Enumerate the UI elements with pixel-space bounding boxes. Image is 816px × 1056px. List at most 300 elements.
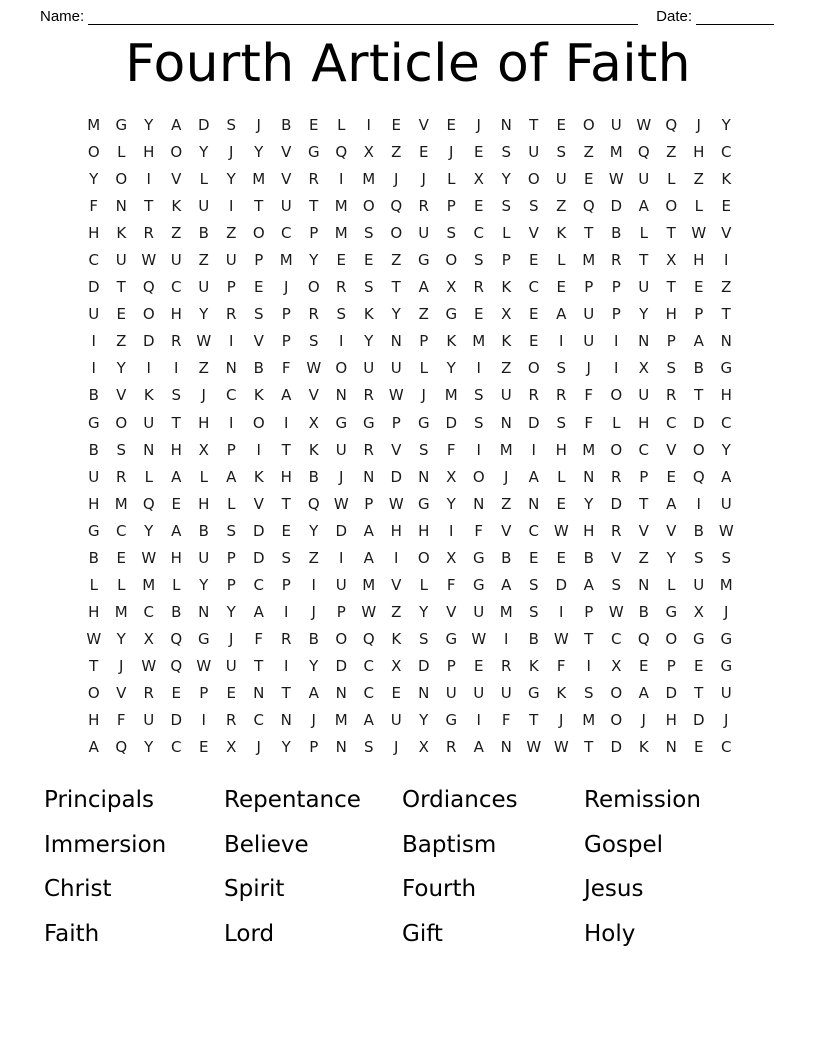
grid-letter: Q [637, 629, 650, 648]
grid-letter: X [143, 629, 154, 648]
word-list-item[interactable]: Spirit [224, 876, 285, 902]
grid-letter: V [171, 170, 182, 189]
grid-letter: B [171, 602, 182, 621]
grid-letter: Z [418, 305, 429, 324]
grid-letter: B [693, 359, 704, 378]
grid-letter: B [308, 629, 319, 648]
grid-letter: I [449, 521, 454, 540]
grid-letter: M [472, 332, 486, 351]
grid-letter: G [335, 413, 348, 432]
grid-letter: H [665, 711, 677, 730]
grid-letter: Y [419, 711, 429, 730]
grid-letter: S [556, 143, 567, 162]
grid-letter: X [363, 143, 374, 162]
grid-letter: U [583, 332, 595, 351]
grid-letter: L [667, 575, 676, 594]
grid-letter: R [666, 386, 677, 405]
grid-letter: B [198, 224, 209, 243]
grid-letter: F [116, 711, 126, 730]
grid-letter: E [694, 278, 704, 297]
grid-letter: S [446, 224, 457, 243]
grid-letter: S [171, 386, 182, 405]
grid-letter: M [334, 224, 348, 243]
grid-letter: S [528, 602, 539, 621]
grid-letter: X [226, 738, 237, 757]
grid-letter: U [198, 548, 210, 567]
grid-letter: R [611, 521, 622, 540]
grid-letter: J [476, 116, 481, 134]
grid-letter: E [474, 143, 484, 162]
grid-letter: E [419, 143, 429, 162]
grid-letter: Q [115, 738, 128, 757]
grid-letter: I [504, 629, 509, 648]
grid-letter: L [89, 575, 98, 594]
grid-letter: O [115, 170, 128, 189]
grid-letter: E [556, 548, 566, 567]
grid-letter: E [529, 251, 539, 270]
grid-letter: F [281, 359, 291, 378]
word-list-item[interactable]: Believe [224, 831, 309, 858]
grid-letter: S [528, 575, 539, 594]
grid-letter: C [171, 278, 182, 297]
grid-letter: O [417, 548, 430, 567]
grid-letter: V [666, 521, 677, 540]
grid-letter: D [610, 197, 623, 216]
date-input-line[interactable] [696, 9, 774, 25]
grid-letter: O [252, 413, 265, 432]
grid-letter: J [311, 602, 316, 621]
grid-letter: Z [308, 548, 319, 567]
grid-letter: Z [198, 359, 209, 378]
grid-letter: Y [419, 602, 429, 621]
grid-letter: O [170, 143, 183, 162]
grid-letter: V [611, 548, 622, 567]
grid-letter: W [196, 332, 212, 351]
grid-letter: Z [666, 143, 677, 162]
grid-letter: I [724, 251, 729, 270]
grid-letter: V [116, 683, 127, 702]
grid-letter: Y [144, 116, 154, 134]
grid-letter: H [88, 494, 100, 513]
grid-letter: R [226, 305, 237, 324]
grid-letter: K [171, 197, 182, 216]
grid-letter: U [363, 359, 375, 378]
grid-letter: M [114, 602, 128, 621]
grid-letter: H [638, 413, 650, 432]
grid-letter: R [336, 278, 347, 297]
grid-letter: Q [582, 197, 595, 216]
grid-letter: U [610, 116, 622, 134]
grid-letter: K [638, 738, 649, 757]
grid-letter: I [366, 116, 371, 134]
word-list-item[interactable]: Holy [584, 920, 636, 947]
grid-letter: V [281, 170, 292, 189]
grid-letter: A [556, 305, 567, 324]
grid-letter: A [693, 332, 704, 351]
grid-letter: M [334, 197, 348, 216]
grid-letter: X [198, 440, 209, 459]
grid-letter: E [529, 332, 539, 351]
grid-letter: B [638, 602, 649, 621]
grid-letter: W [141, 251, 157, 270]
grid-letter: A [501, 575, 512, 594]
grid-letter: Z [226, 224, 237, 243]
grid-letter: Q [170, 629, 183, 648]
grid-letter: A [528, 467, 539, 486]
grid-letter: B [308, 467, 319, 486]
grid-letter: Q [637, 143, 650, 162]
grid-letter: S [363, 738, 374, 757]
grid-letter: W [471, 629, 487, 648]
grid-letter: H [198, 494, 210, 513]
grid-letter: T [666, 278, 676, 297]
grid-letter: N [143, 440, 155, 459]
grid-letter: R [143, 683, 154, 702]
grid-letter: X [308, 413, 319, 432]
grid-letter: S [363, 278, 374, 297]
grid-letter: W [388, 386, 404, 405]
grid-letter: X [446, 467, 457, 486]
grid-letter: T [584, 224, 594, 243]
word-search-grid [80, 112, 740, 761]
grid-letter: M [362, 575, 376, 594]
grid-letter: L [172, 575, 181, 594]
grid-letter: R [363, 386, 374, 405]
grid-letter: P [336, 602, 346, 621]
grid-letter: B [501, 548, 512, 567]
grid-letter: W [636, 116, 652, 134]
grid-letter: E [116, 548, 126, 567]
grid-letter: E [171, 494, 181, 513]
grid-letter: D [692, 413, 705, 432]
grid-letter: F [446, 575, 456, 594]
grid-letter: C [363, 656, 374, 675]
grid-letter: M [499, 602, 513, 621]
grid-letter: S [693, 548, 704, 567]
grid-letter: E [666, 467, 676, 486]
grid-letter: B [693, 521, 704, 540]
grid-letter: K [528, 656, 539, 675]
grid-letter: I [91, 359, 96, 378]
grid-letter: P [281, 305, 291, 324]
grid-letter: W [608, 170, 624, 189]
grid-letter: R [418, 197, 429, 216]
grid-letter: L [557, 467, 566, 486]
grid-letter: A [171, 116, 182, 134]
grid-letter: W [691, 224, 707, 243]
grid-letter: X [666, 251, 677, 270]
grid-letter: W [141, 656, 157, 675]
grid-letter: R [143, 224, 154, 243]
grid-letter: G [417, 251, 430, 270]
grid-letter: U [473, 683, 485, 702]
grid-letter: W [196, 656, 212, 675]
grid-letter: U [638, 278, 650, 297]
word-list-item[interactable]: Baptism [402, 831, 497, 858]
grid-letter: E [556, 494, 566, 513]
grid-letter: A [363, 711, 374, 730]
word-list-item[interactable]: Ordiances [402, 787, 518, 813]
grid-letter: L [447, 170, 456, 189]
grid-letter: P [226, 575, 236, 594]
grid-letter: G [720, 629, 733, 648]
grid-letter: E [721, 197, 731, 216]
word-list-item[interactable]: Repentance [224, 787, 361, 813]
grid-letter: G [527, 683, 540, 702]
grid-letter: Y [144, 738, 154, 757]
grid-letter: R [611, 467, 622, 486]
grid-letter: S [308, 332, 319, 351]
grid-letter: I [229, 413, 234, 432]
grid-letter: O [665, 197, 678, 216]
grid-letter: H [418, 521, 430, 540]
grid-letter: D [335, 521, 348, 540]
grid-letter: Y [199, 143, 209, 162]
grid-letter: C [473, 224, 484, 243]
grid-letter: P [611, 278, 621, 297]
grid-letter: W [718, 521, 734, 540]
word-list-item[interactable]: Immersion [44, 831, 167, 858]
grid-letter: L [612, 413, 621, 432]
grid-letter: I [284, 413, 289, 432]
grid-letter: T [721, 305, 731, 324]
grid-letter: T [171, 413, 181, 432]
grid-letter: R [308, 170, 319, 189]
word-list-item[interactable]: Remission [584, 787, 701, 813]
grid-letter: P [309, 224, 319, 243]
grid-letter: S [363, 224, 374, 243]
grid-letter: K [556, 224, 567, 243]
word-list-item[interactable]: Gospel [584, 831, 664, 858]
grid-letter: Z [198, 251, 209, 270]
grid-letter: U [198, 278, 210, 297]
word-list [44, 778, 784, 956]
grid-letter: U [280, 197, 292, 216]
grid-letter: Z [116, 332, 127, 351]
grid-letter: U [88, 467, 100, 486]
grid-letter: G [307, 143, 320, 162]
grid-letter: M [609, 143, 623, 162]
grid-letter: P [226, 440, 236, 459]
grid-letter: E [474, 197, 484, 216]
grid-letter: M [582, 711, 596, 730]
grid-letter: U [170, 251, 182, 270]
grid-letter: W [553, 521, 569, 540]
grid-letter: Y [281, 738, 291, 757]
grid-letter: K [501, 332, 512, 351]
grid-letter: T [281, 440, 291, 459]
grid-letter: I [531, 440, 536, 459]
word-list-item[interactable]: Lord [224, 920, 275, 947]
grid-letter: G [87, 521, 100, 540]
grid-letter: M [142, 575, 156, 594]
grid-letter: W [608, 602, 624, 621]
grid-letter: U [390, 711, 402, 730]
grid-letter: G [197, 629, 210, 648]
grid-letter: W [333, 494, 349, 513]
grid-letter: U [445, 683, 457, 702]
grid-letter: Y [391, 305, 401, 324]
grid-letter: S [583, 683, 594, 702]
grid-letter: Y [309, 521, 319, 540]
grid-letter: Z [501, 494, 512, 513]
grid-letter: U [335, 440, 347, 459]
grid-letter: J [339, 467, 344, 486]
grid-letter: S [473, 251, 484, 270]
grid-letter: N [335, 683, 347, 702]
grid-letter: D [170, 711, 183, 730]
grid-letter: S [226, 521, 237, 540]
grid-letter: Y [309, 251, 319, 270]
grid-letter: Z [638, 548, 649, 567]
grid-letter: B [88, 548, 99, 567]
grid-letter: Y [446, 359, 456, 378]
grid-letter: Q [142, 494, 155, 513]
grid-letter: D [390, 467, 403, 486]
grid-letter: K [501, 278, 512, 297]
grid-letter: Q [170, 656, 183, 675]
grid-letter: J [311, 711, 316, 730]
grid-letter: E [171, 683, 181, 702]
grid-letter: T [529, 711, 539, 730]
grid-letter: T [639, 251, 649, 270]
date-label: Date: [656, 8, 692, 25]
grid-letter: U [638, 170, 650, 189]
grid-letter: A [666, 494, 677, 513]
grid-letter: G [445, 711, 458, 730]
grid-letter: U [528, 143, 540, 162]
page-title: Fourth Article of Faith [125, 34, 691, 94]
word-list-item[interactable]: Fourth [402, 876, 477, 902]
name-input-line[interactable] [88, 9, 638, 25]
grid-letter: N [225, 359, 237, 378]
grid-letter: T [281, 683, 291, 702]
grid-letter: U [390, 359, 402, 378]
name-label: Name: [40, 8, 85, 25]
grid-letter: Q [142, 278, 155, 297]
grid-letter: B [583, 548, 594, 567]
grid-letter: I [284, 602, 289, 621]
grid-letter: H [390, 521, 402, 540]
grid-letter: M [444, 386, 458, 405]
grid-letter: V [116, 386, 127, 405]
grid-letter: U [88, 305, 100, 324]
grid-letter: E [391, 116, 401, 134]
word-list-item[interactable]: Gift [402, 920, 443, 947]
grid-letter: Y [666, 548, 676, 567]
grid-letter: Q [390, 197, 403, 216]
grid-letter: F [474, 521, 484, 540]
grid-letter: T [309, 197, 319, 216]
grid-letter: T [144, 197, 154, 216]
grid-letter: B [281, 116, 292, 134]
grid-letter: L [694, 197, 703, 216]
grid-letter: J [201, 386, 206, 405]
grid-letter: H [665, 305, 677, 324]
grid-letter: Z [391, 602, 402, 621]
grid-letter: N [473, 494, 485, 513]
grid-letter: J [229, 143, 234, 162]
grid-letter: I [559, 332, 564, 351]
grid-letter: V [418, 116, 429, 134]
word-list-item[interactable]: Jesus [584, 876, 644, 902]
grid-letter: G [417, 494, 430, 513]
grid-letter: C [666, 413, 677, 432]
grid-letter: K [363, 305, 374, 324]
grid-letter: N [638, 575, 650, 594]
grid-letter: W [141, 548, 157, 567]
grid-letter: D [665, 683, 678, 702]
grid-letter: E [474, 656, 484, 675]
grid-letter: V [666, 440, 677, 459]
grid-letter: R [556, 386, 567, 405]
grid-letter: U [473, 602, 485, 621]
grid-letter: A [418, 278, 429, 297]
grid-letter: I [91, 332, 96, 351]
word-list-item[interactable]: Principals [44, 787, 154, 813]
grid-letter: I [229, 332, 234, 351]
grid-letter: C [116, 521, 127, 540]
grid-letter: T [639, 494, 649, 513]
grid-letter: B [528, 629, 539, 648]
grid-letter: X [638, 359, 649, 378]
grid-letter: T [694, 683, 704, 702]
grid-letter: U [555, 170, 567, 189]
grid-letter: T [281, 494, 291, 513]
grid-letter: V [308, 386, 319, 405]
grid-letter: N [638, 332, 650, 351]
grid-letter: L [419, 359, 428, 378]
word-list-item[interactable]: Faith [44, 920, 100, 947]
grid-letter: Z [556, 197, 567, 216]
grid-letter: U [500, 386, 512, 405]
grid-letter: T [584, 629, 594, 648]
grid-letter: P [666, 332, 676, 351]
grid-letter: N [418, 683, 430, 702]
grid-letter: C [611, 629, 622, 648]
grid-letter: B [88, 386, 99, 405]
grid-letter: A [721, 467, 732, 486]
grid-letter: G [720, 656, 733, 675]
grid-letter: S [501, 143, 512, 162]
grid-letter: C [253, 711, 264, 730]
grid-letter: U [583, 305, 595, 324]
grid-letter: C [721, 143, 732, 162]
grid-letter: C [281, 224, 292, 243]
grid-letter: V [638, 521, 649, 540]
grid-letter: D [335, 656, 348, 675]
grid-letter: B [88, 440, 99, 459]
grid-letter: E [364, 251, 374, 270]
grid-letter: S [418, 629, 429, 648]
grid-letter: U [143, 711, 155, 730]
grid-letter: S [473, 386, 484, 405]
grid-letter: G [472, 548, 485, 567]
grid-letter: N [500, 116, 512, 134]
grid-letter: I [696, 494, 701, 513]
grid-letter: H [88, 602, 100, 621]
grid-letter: Q [692, 467, 705, 486]
word-list-item[interactable]: Christ [44, 876, 112, 902]
grid-letter: S [116, 440, 127, 459]
grid-letter: P [446, 656, 456, 675]
grid-letter: E [474, 305, 484, 324]
grid-letter: G [445, 629, 458, 648]
grid-letter: I [311, 575, 316, 594]
grid-letter: Y [199, 575, 209, 594]
grid-letter: Y [364, 332, 374, 351]
grid-letter: C [253, 575, 264, 594]
